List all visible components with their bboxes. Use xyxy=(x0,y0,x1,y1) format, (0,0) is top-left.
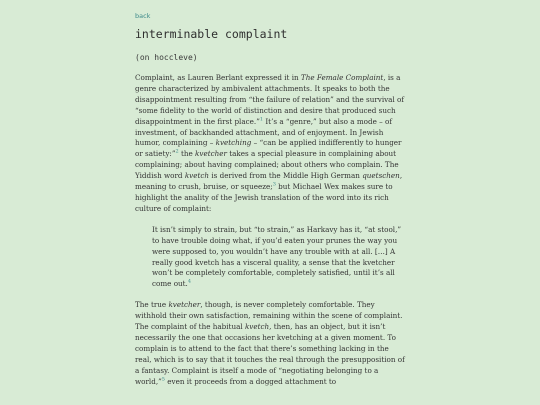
text-run: The true xyxy=(135,300,169,310)
emphasis: kvetch xyxy=(184,171,210,181)
book-title: The Female Complaint xyxy=(300,73,384,82)
emphasis: quetschen xyxy=(362,171,400,181)
footnote-ref-2[interactable]: 2 xyxy=(175,148,179,155)
page-subtitle: (on hoccleve) xyxy=(135,53,198,62)
text-run: is derived from the Middle High German xyxy=(209,171,363,181)
text-run: , is a genre characterized by ambivalent attachments. It speaks to both the disappointment resulting from “the failure of relation” and the survival of “some fidelity to the world of distinction and desire that produced such disappointment in the first place.” xyxy=(135,73,405,126)
text-run: , meaning to crush, bruise, or squeeze; xyxy=(135,171,403,192)
text-run: the xyxy=(178,149,196,159)
paragraph-1 xyxy=(135,73,407,215)
block-quote xyxy=(152,225,407,290)
footnote-ref-4[interactable]: 4 xyxy=(187,278,192,285)
emphasis: kvetcher xyxy=(168,300,201,310)
text-run: even it proceeds from a dogged attachment to xyxy=(164,376,337,386)
emphasis: kvetching xyxy=(215,138,252,148)
paragraph-2 xyxy=(135,300,407,387)
back-link[interactable]: back xyxy=(135,12,151,20)
text-run: but Michael Wex makes sure to highlight the anality of the Jewish translation of the word into its rich culture of complaint: xyxy=(135,182,393,213)
footnote-ref-3[interactable]: 3 xyxy=(272,181,276,188)
quote-text: It isn’t simply to strain, but “to strain,” as Harkavy has it, “at stool,” to have trouble doing what, if you’d eaten your prunes the way you were supposed to, you wouldn’t have any trouble with at all. […] A really good kvetch has a visceral quality, a sense that the kvetcher won’t be completely comfortable, completely satisfied, until it’s all come out. xyxy=(152,224,402,289)
text-run: It’s a “genre,” but also a mode – of investment, of backhanded attachment, and of enjoyment. In Jewish humor, complaining – xyxy=(135,116,392,148)
text-run: , though, is never completely comfortable. They withhold their own satisfaction, remaining within the scene of complaint. The complaint of the habitual xyxy=(135,300,403,332)
emphasis: kvetch xyxy=(244,322,270,332)
article-body xyxy=(135,73,407,387)
text-run: , then, has an object, but it isn’t necessarily the one that occasions her kvetching at a given moment. To complain is to attend to the fact that there’s something lacking in the real, which is to say that it touches the real through the presupposition of a fantasy. Complaint is itself a mode of “negotiating belonging to a world,” xyxy=(135,322,405,386)
text-run: – “can be applied indifferently to hunger or satiety:” xyxy=(135,138,402,159)
emphasis: kvetcher xyxy=(195,149,227,159)
text-run: takes a special pleasure in complaining about complaining; about having complained; about others who complain. The Yiddish word xyxy=(135,149,399,181)
footnote-ref-1[interactable]: 1 xyxy=(259,116,264,123)
footnote-ref-5[interactable]: 5 xyxy=(161,376,165,383)
page-title: interminable complaint xyxy=(135,27,288,41)
text-run: Complaint, as Lauren Berlant expressed it in xyxy=(135,73,301,82)
